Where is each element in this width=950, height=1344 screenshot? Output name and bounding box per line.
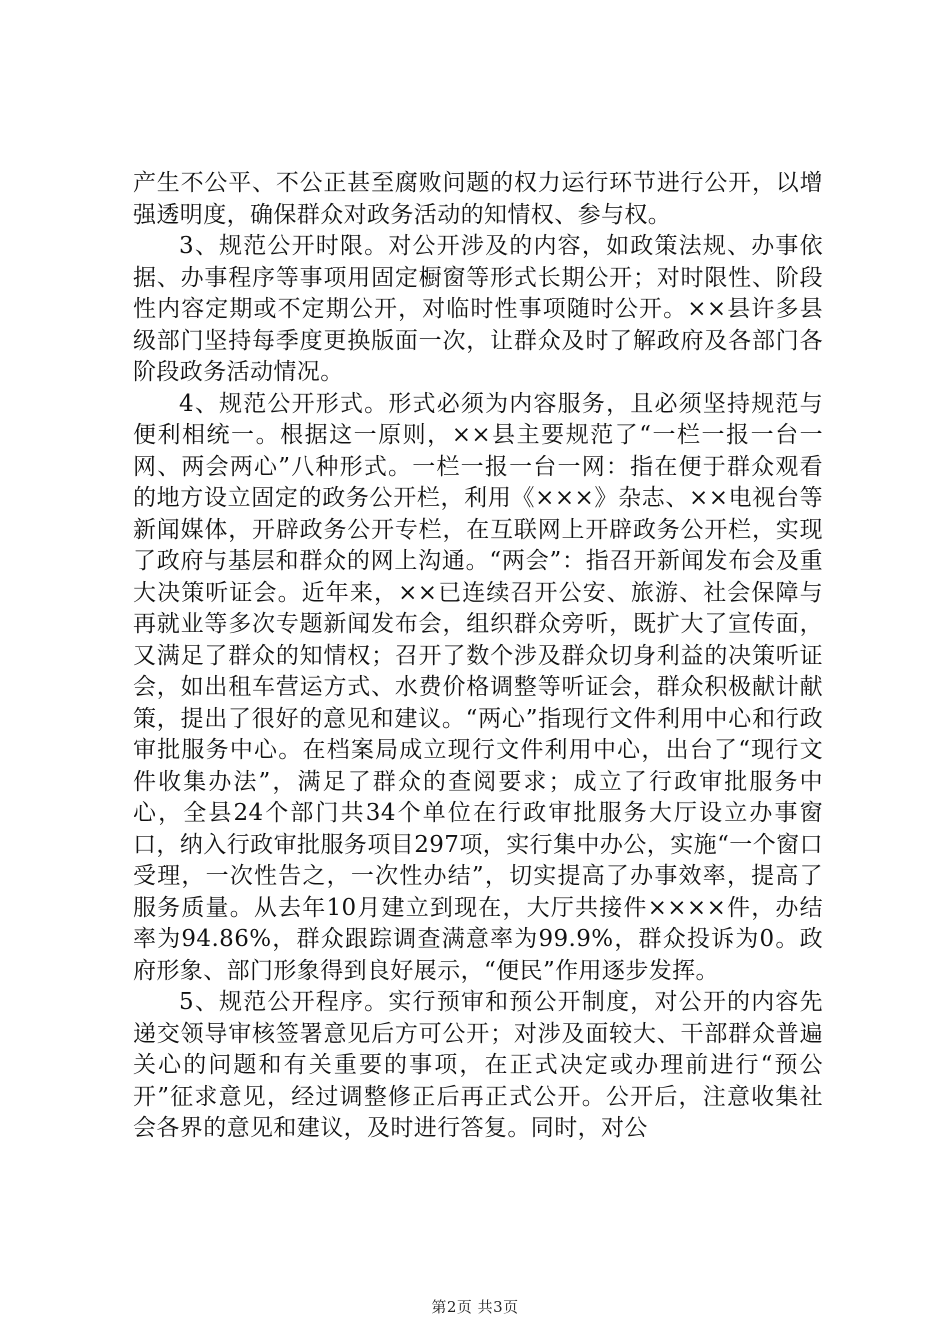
- paragraph-item-5: 5、规范公开程序。实行预审和预公开制度，对公开的内容先递交领导审核签署意见后方可公开；对涉及面较大、干部群众普遍关心的问题和有关重要的事项，在正式决定或办理前进行“预公开”征求意见，经过调整修正后再正式公开。公开后，注意收集社会各界的意见和建议，及时进行答复。同时，对公: [133, 989, 823, 1141]
- paragraph-item-3: 3、规范公开时限。对公开涉及的内容，如政策法规、办事依据、办事程序等事项用固定橱窗等形式长期公开；对时限性、阶段性内容定期或不定期公开，对临时性事项随时公开。××县许多县级部门坚持每季度更换版面一次，让群众及时了解政府及各部门各阶段政务活动情况。: [133, 233, 823, 385]
- page-number-footer: 第2页 共3页: [431, 1298, 519, 1316]
- paragraph-item-4: 4、规范公开形式。形式必须为内容服务，且必须坚持规范与便利相统一。根据这一原则，××县主要规范了“一栏一报一台一网、两会两心”八种形式。一栏一报一台一网：指在便于群众观看的地方设立固定的政务公开栏，利用《×××》杂志、××电视台等新闻媒体，开辟政务公开专栏，在互联网上开辟政务公开栏，实现了政府与基层和群众的网上沟通。“两会”：指召开新闻发布会及重大决策听证会。近年来，××已连续召开公安、旅游、社会保障与再就业等多次专题新闻发布会，组织群众旁听，既扩大了宣传面，又满足了群众的知情权；召开了数个涉及群众切身利益的决策听证会，如出租车营运方式、水费价格调整等听证会，群众积极献计献策，提出了很好的意见和建议。“两心”指现行文件利用中心和行政审批服务中心。在档案局成立现行文件利用中心，出台了“现行文件收集办法”，满足了群众的查阅要求；成立了行政审批服务中心，全县24个部门共34个单位在行政审批服务大厅设立办事窗口，纳入行政审批服务项目297项，实行集中办公，实施“一个窗口受理，一次性告之，一次性办结”，切实提高了办事效率，提高了服务质量。从去年10月建立到现在，大厅共接件××××件，办结率为94.86%，群众跟踪调查满意率为99.9%，群众投诉为0。政府形象、部门形象得到良好展示，“便民”作用逐步发挥。: [133, 390, 823, 984]
- paragraph-continuation: 产生不公平、不公正甚至腐败问题的权力运行环节进行公开，以增强透明度，确保群众对政务活动的知情权、参与权。: [133, 170, 823, 228]
- document-body: [133, 168, 823, 1145]
